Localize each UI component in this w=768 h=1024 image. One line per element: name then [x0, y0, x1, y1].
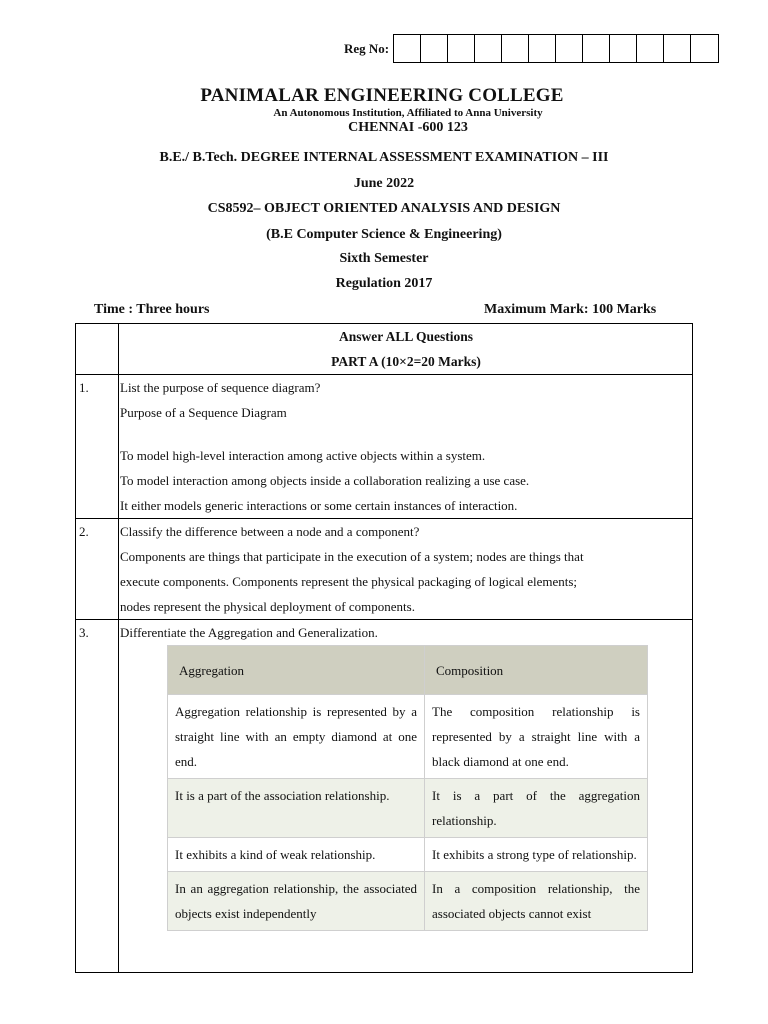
answer-line: To model high-level interaction among active objects within a system.: [120, 448, 486, 463]
answer-line: Purpose of a Sequence Diagram: [120, 405, 287, 420]
exam-title: B.E./ B.Tech. DEGREE INTERNAL ASSESSMENT EXAMINATION – III: [159, 150, 609, 165]
comparison-cell: Aggregation relationship is represented by a straight line with an empty diamond at one end.: [168, 695, 425, 779]
comparison-row: [168, 838, 648, 872]
reg-no-box: [448, 35, 475, 62]
semester: Sixth Semester: [339, 251, 429, 266]
course-title: CS8592– OBJECT ORIENTED ANALYSIS AND DESIGN: [207, 201, 561, 216]
college-name: PANIMALAR ENGINEERING COLLEGE: [200, 85, 564, 106]
reg-no-box: [691, 35, 718, 62]
reg-no-label: Reg No:: [344, 40, 390, 56]
question-number-text: 1.: [79, 380, 89, 395]
answer-line: It either models generic interactions or some certain instances of interaction.: [120, 498, 518, 513]
question-text: List the purpose of sequence diagram?: [120, 380, 321, 395]
affiliation: An Autonomous Institution, Affiliated to Anna University: [273, 107, 543, 119]
answer-line: nodes represent the physical deployment of components.: [120, 599, 415, 614]
comparison-row: [168, 872, 648, 931]
answer-line: execute components. Components represent the physical packaging of logical elements;: [120, 574, 578, 589]
question-row: [76, 620, 693, 973]
comparison-cell: It is a part of the aggregation relationship.: [425, 779, 648, 838]
exam-duration: Time : Three hours: [94, 302, 210, 317]
max-mark: Maximum Mark: 100 Marks: [484, 302, 657, 317]
comparison-header-composition: Composition: [425, 646, 648, 695]
reg-no-box: [664, 35, 691, 62]
question-row: [76, 519, 693, 620]
question-row: [76, 375, 693, 519]
part-title: PART A (10×2=20 Marks): [331, 354, 481, 369]
reg-no-box: [610, 35, 637, 62]
answer-line: Components are things that participate in the execution of a system; nodes are things that: [120, 549, 584, 564]
question-number: [76, 620, 119, 973]
question-number-text: 3.: [79, 625, 89, 640]
regulation: Regulation 2017: [335, 276, 433, 291]
question-text: Classify the difference between a node and a component?: [120, 524, 420, 539]
comparison-cell: In a composition relationship, the associated objects cannot exist: [425, 872, 648, 931]
comparison-row: [168, 695, 648, 779]
reg-no-box: [394, 35, 421, 62]
reg-no-box: [637, 35, 664, 62]
comparison-cell: The composition relationship is represented by a straight line with a black diamond at one end.: [425, 695, 648, 779]
answer-blank-line: [119, 425, 692, 443]
reg-no-box: [502, 35, 529, 62]
question-text: Differentiate the Aggregation and Generalization.: [120, 625, 378, 640]
reg-no-box: [556, 35, 583, 62]
reg-no-box: [583, 35, 610, 62]
question-number: [76, 519, 119, 620]
comparison-cell: In an aggregation relationship, the associated objects exist independently: [168, 872, 425, 931]
comparison-header-row: [168, 646, 648, 695]
branch: (B.E Computer Science & Engineering): [266, 227, 502, 242]
question-cell: [119, 375, 693, 519]
reg-no-box: [529, 35, 556, 62]
part-header-row: [76, 324, 693, 375]
reg-no: [344, 34, 719, 63]
part-header-num-cell: [76, 324, 119, 375]
reg-no-box: [475, 35, 502, 62]
question-number: [76, 375, 119, 519]
question-number-text: 2.: [79, 524, 89, 539]
comparison-header-aggregation: Aggregation: [168, 646, 425, 695]
comparison-row: [168, 779, 648, 838]
comparison-cell: It is a part of the association relationship.: [168, 779, 425, 838]
part-header-cell: [119, 324, 693, 375]
comparison-cell: It exhibits a strong type of relationship.: [425, 838, 648, 872]
question-table: [75, 323, 693, 973]
reg-no-box: [421, 35, 448, 62]
comparison-table: [167, 645, 648, 931]
city: CHENNAI -600 123: [348, 120, 468, 135]
exam-date: June 2022: [353, 176, 415, 191]
question-cell: [119, 519, 693, 620]
question-cell: [119, 620, 693, 973]
comparison-cell: It exhibits a kind of weak relationship.: [168, 838, 425, 872]
reg-no-boxes: [393, 34, 719, 63]
answer-line: To model interaction among objects inside a collaboration realizing a use case.: [120, 473, 530, 488]
part-instruction: Answer ALL Questions: [338, 329, 474, 344]
